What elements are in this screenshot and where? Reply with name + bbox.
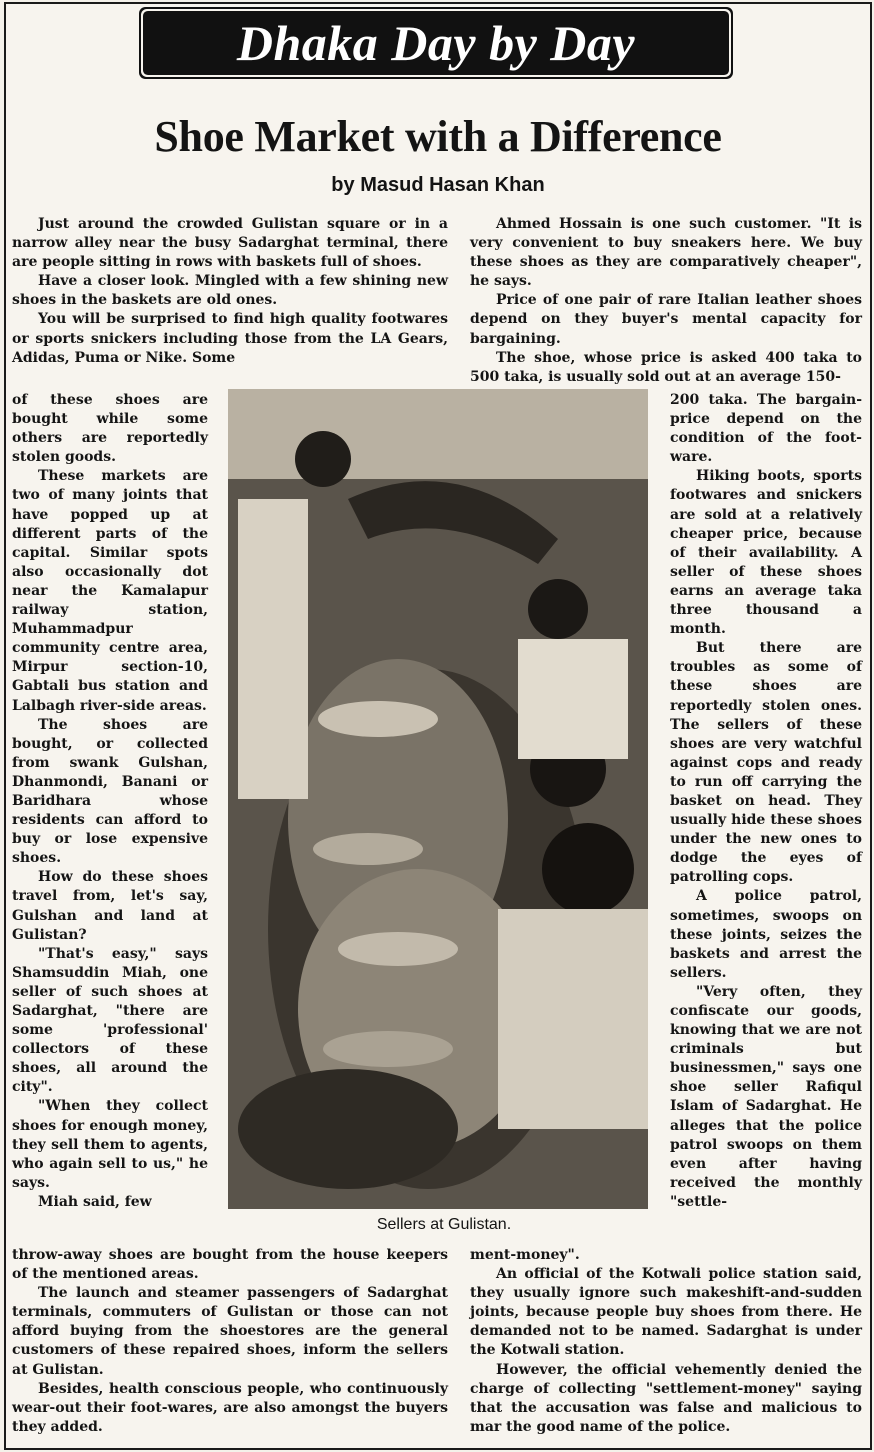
paragraph: These markets are two of many joints that have popped up at different parts of the capital. Similar spots also occasionally dot near the Kamalapur railway station, Muhammadpur community centre area, Mirpur section-10, Gabtali bus station and Lalbagh river-side areas. [12,468,208,714]
paragraph: How do these shoes travel from, let's say, Gulshan and land at Gulistan? [12,869,208,943]
column-top-left [12,215,448,368]
paragraph: Price of one pair of rare Italian leather shoes depend on they buyer's mental capacity for bargaining. [470,292,862,347]
paragraph: "When they collect shoes for enough money, they sell them to agents, who again sell to us," he says. [12,1098,208,1191]
paragraph: An official of the Kotwali police station said, they usually ignore such makeshift-and-sudden joints, because people buy shoes from there. He demanded not to be named. Sadarghat is under the Kotwali station. [470,1266,862,1359]
paragraph: "Very often, they confiscate our goods, knowing that we are not criminals but businessmen," says one shoe seller Rafiqul Islam of Sadarghat. He alleges that the police patrol swoops on them even after having received the monthly "settle- [670,983,862,1210]
paragraph: Have a closer look. Mingled with a few shining new shoes in the baskets are old ones. [12,273,448,309]
paragraph: Just around the crowded Gulistan square or in a narrow alley near the busy Sadarghat terminal, there are people sitting in rows with baskets full of shoes. [12,216,448,271]
photo-illustration [228,389,648,1209]
newspaper-page [4,2,872,1450]
paragraph: But there are troubles as some of these shoes are reportedly stolen ones. The sellers of these shoes are very watchful against cops and ready to run off carrying the basket on head. They usually hide these shoes under the new ones to dodge the eyes of patrolling cops. [670,640,862,886]
paragraph: However, the official vehemently denied the charge of collecting "settlement-money" saying that the accusation was false and malicious to mar the good name of the police. [470,1361,862,1435]
photo-caption: Sellers at Gulistan. [376,1216,512,1233]
column-bottom-right [470,1246,862,1437]
byline: by Masud Hasan Khan [331,174,545,196]
paragraph: The shoes are bought, or collected from swank Gulshan, Dhanmondi, Banani or Baridhara whose residents can afford to buy or lose expensive shoes. [12,716,208,867]
paragraph: The launch and steamer passengers of Sadarghat terminals, commuters of Gulistan or those can not afford buying from the shoestores are the general customers of these repaired shoes, inform the sellers at Gulistan. [12,1285,448,1378]
column-side-left [12,391,208,1212]
column-side-right [670,391,862,1212]
paragraph: A police patrol, sometimes, swoops on these joints, seizes the baskets and arrest the sellers. [670,888,862,981]
section-banner [146,14,726,72]
paragraph: 200 taka. The bargain-price depend on the condition of the foot-ware. [670,392,862,466]
column-top-right [470,215,862,387]
paragraph: of these shoes are bought while some others are reportedly stolen goods. [12,392,208,466]
headline: Shoe Market with a Difference [154,112,722,161]
paragraph: Ahmed Hossain is one such customer. "It is very convenient to buy sneakers here. We buy these shoes as they are comparatively cheaper", he says. [470,216,862,290]
section-title: Dhaka Day by Day [236,15,636,71]
paragraph: throw-away shoes are bought from the house keepers of the mentioned areas. [12,1247,448,1283]
paragraph: Hiking boots, sports footwares and snickers are sold at a relatively cheaper price, because of their availability. A seller of these shoes earns an average taka three thousand a month. [670,468,862,638]
paragraph: "That's easy," says Shamsuddin Miah, one seller of such shoes at Sadarghat, "there are some 'professional' collectors of these shoes, all around the city". [12,945,208,1096]
paragraph: Miah said, few [38,1193,152,1210]
market-photo [228,389,648,1209]
paragraph: ment-money". [470,1247,580,1263]
paragraph: Besides, health conscious people, who continuously wear-out their foot-wares, are also amongst the buyers they added. [12,1380,448,1435]
paragraph: You will be surprised to find high quality footwares or sports snickers including those from the LA Gears, Adidas, Puma or Nike. Some [12,311,448,366]
paragraph: The shoe, whose price is asked 400 taka to 500 taka, is usually sold out at an average 150- [470,349,862,385]
column-bottom-left [12,1246,448,1437]
